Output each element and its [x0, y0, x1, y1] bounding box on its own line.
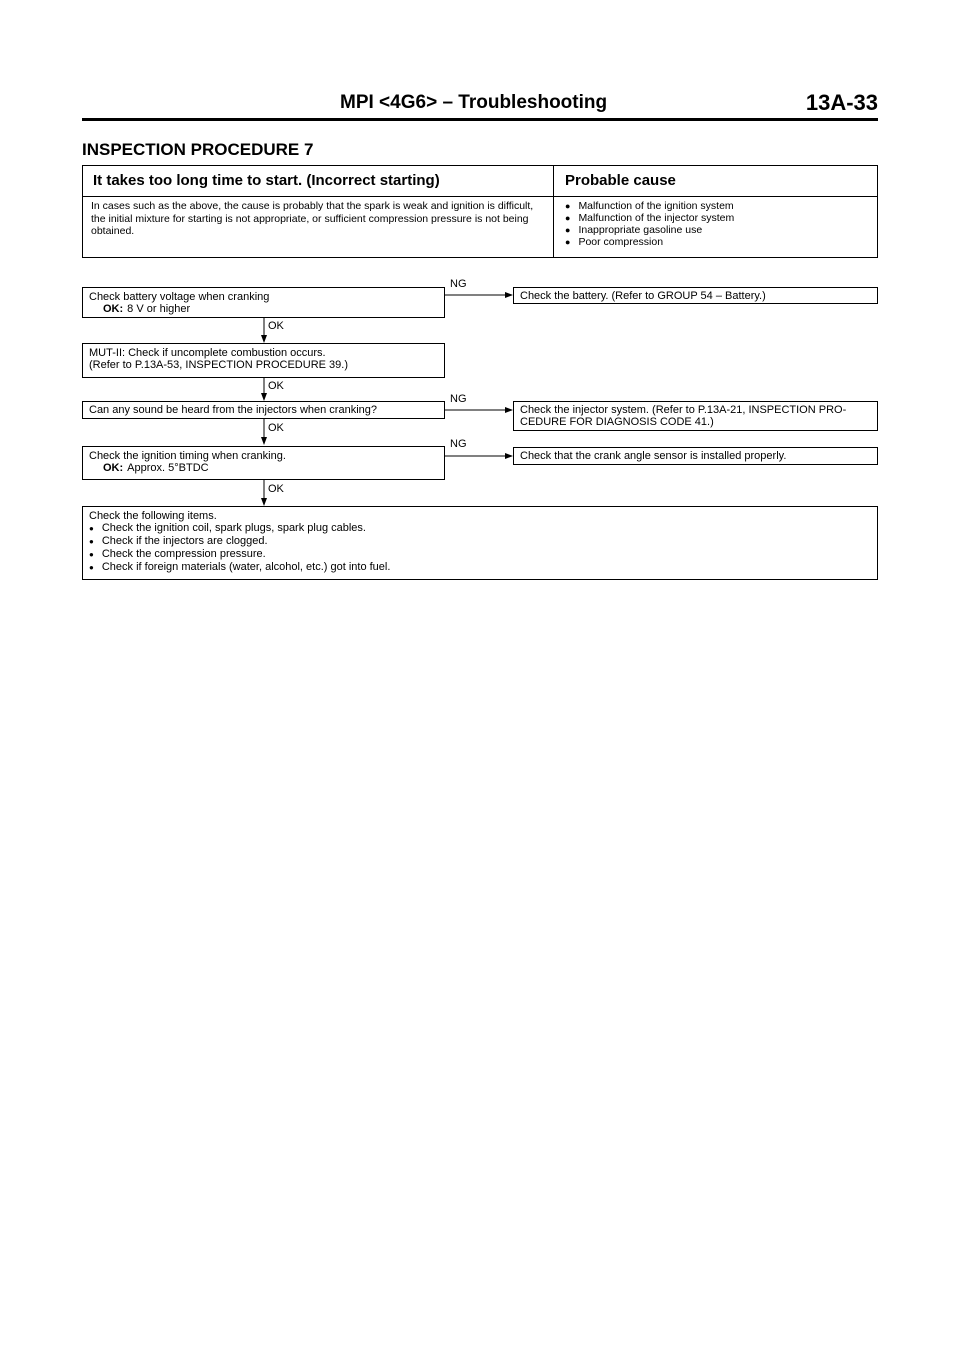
page-header-title: MPI <4G6> – Troubleshooting [340, 92, 608, 113]
final-item: ● Check the compression pressure. [89, 548, 871, 561]
step-injector-sound: Can any sound be heard from the injectors when cranking? [82, 401, 445, 419]
ok-label: OK [268, 483, 284, 495]
ng-result-check-battery: Check the battery. (Refer to GROUP 54 – Battery.) [513, 287, 878, 304]
ok-label: OK [268, 320, 284, 332]
ok-label: OK [268, 380, 284, 392]
page-number: 13A-33 [805, 90, 878, 115]
step-reference: (Refer to P.13A-53, INSPECTION PROCEDURE 39.) [89, 359, 348, 371]
ng-result-text: Check the injector system. (Refer to P.13A-21, INSPECTION PRO- [520, 404, 847, 416]
ng-label: NG [450, 393, 467, 405]
step-check-battery-voltage [82, 287, 445, 318]
symptom-description: In cases such as the above, the cause is probably that the spark is weak and ignition is difficult, the initial mixture for starting is not appropriate, or sufficient compression pressure is not being obtained. [91, 200, 534, 237]
procedure-title: INSPECTION PROCEDURE 7 [82, 140, 314, 159]
cause-item: ● Malfunction of the injector system [565, 212, 734, 224]
ok-criteria-value: 8 V or higher [127, 303, 191, 315]
step-text: Check battery voltage when cranking [89, 291, 270, 303]
final-item: ● Check the ignition coil, spark plugs, spark plug cables. [89, 522, 871, 535]
ng-result-check-injector [513, 401, 878, 431]
cause-heading: Probable cause [565, 172, 676, 189]
ng-label: NG [450, 278, 467, 290]
ng-result-crank-angle-sensor: Check that the crank angle sensor is installed properly. [513, 447, 878, 465]
step-text: MUT-II: Check if uncomplete combustion occurs. [89, 347, 326, 359]
cause-item: ● Poor compression [565, 236, 734, 248]
step-text: Check the ignition timing when cranking. [89, 450, 286, 462]
ok-criteria-label: OK: [103, 462, 124, 474]
final-item: ● Check if the injectors are clogged. [89, 535, 871, 548]
step-mut-ii-combustion [82, 343, 445, 378]
ng-label: NG [450, 438, 467, 450]
ok-criteria-label: OK: [103, 303, 124, 315]
ok-criteria-value: Approx. 5°BTDC [127, 462, 209, 474]
ng-result-text: CEDURE FOR DIAGNOSIS CODE 41.) [520, 416, 714, 428]
step-ignition-timing [82, 446, 445, 480]
final-item-list [89, 522, 871, 574]
ok-label: OK [268, 422, 284, 434]
symptom-heading: It takes too long time to start. (Incorrect starting) [93, 172, 440, 189]
final-heading: Check the following items. [89, 510, 217, 522]
final-check-items [82, 506, 878, 580]
cause-item: ● Malfunction of the ignition system [565, 200, 734, 212]
cause-item: ● Inappropriate gasoline use [565, 224, 734, 236]
final-item: ● Check if foreign materials (water, alcohol, etc.) got into fuel. [89, 561, 871, 574]
